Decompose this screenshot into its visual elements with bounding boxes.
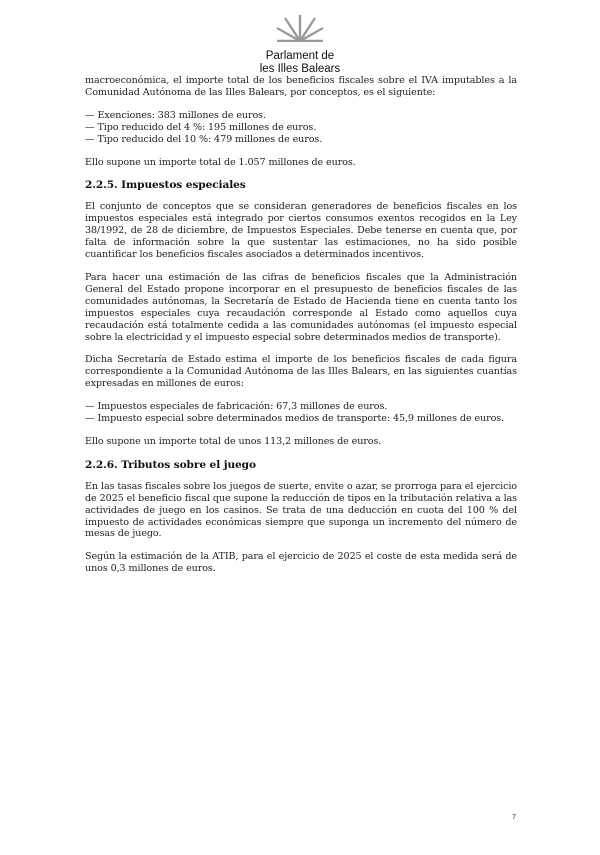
especiales-list bbox=[85, 401, 517, 425]
parliament-name-line1: Parlament de bbox=[265, 50, 335, 62]
list-item: — Impuesto especial sobre determinados medios de transporte: 45,9 millones de euros. bbox=[85, 413, 505, 425]
parliament-name-line2: les Illes Balears bbox=[259, 63, 341, 75]
section-heading-impuestos-especiales: 2.2.5. Impuestos especiales bbox=[85, 179, 246, 192]
document-body bbox=[85, 75, 517, 586]
iva-list bbox=[85, 110, 517, 146]
paragraph: Dicha Secretaría de Estado estima el importe de los beneficios fiscales de cada figura correspondiente a la Comunidad Autónoma de las Illes Balears, en las siguientes cuantías expresadas en millones de euros: bbox=[85, 354, 517, 390]
list-item: — Tipo reducido del 10 %: 479 millones de euros. bbox=[85, 133, 323, 145]
page-number: 7 bbox=[512, 814, 516, 821]
iva-total: Ello supone un importe total de 1.057 millones de euros. bbox=[85, 156, 356, 168]
paragraph: El conjunto de conceptos que se consideran generadores de beneficios fiscales en los impuestos especiales está integrado por ciertos consumos exentos recogidos en la Ley 38/1992, de 28 de diciembre, de Impuestos Especiales. Debe tenerse en cuenta que, por falta de información sobre la que sustentar las estimaciones, no ha sido posible cuantificar los beneficios fiscales asociados a determinados incentivos. bbox=[85, 201, 517, 261]
section-heading-tributos-juego: 2.2.6. Tributos sobre el juego bbox=[85, 458, 256, 471]
list-item: — Impuestos especiales de fabricación: 67,3 millones de euros. bbox=[85, 401, 388, 413]
parliament-logo bbox=[0, 14, 600, 76]
paragraph: Según la estimación de la ATIB, para el ejercicio de 2025 el coste de esta medida será de unos 0,3 millones de euros. bbox=[85, 551, 517, 575]
paragraph: Para hacer una estimación de las cifras de beneficios fiscales que la Administración General del Estado propone incorporar en el presupuesto de beneficios fiscales de las comunidades autónomas, la Secretaría de Estado de Hacienda tiene en cuenta tanto los impuestos especiales cuya recaudación corresponde al Estado como aquellos cuya recaudación está totalmente cedida a las comunidades autónomas (el impuesto especial sobre la electricidad y el impuesto especial sobre determinados medios de transporte). bbox=[85, 271, 517, 343]
intro-paragraph: macroeconómica, el importe total de los beneficios fiscales sobre el IVA imputables a la Comunidad Autónoma de las Illes Balears, por conceptos, es el siguiente: bbox=[85, 75, 517, 98]
rising-sun-rays-icon bbox=[275, 14, 325, 42]
list-item: — Exenciones: 383 millones de euros. bbox=[85, 109, 266, 121]
parliament-name bbox=[0, 50, 600, 76]
paragraph: En las tasas fiscales sobre los juegos de suerte, envite o azar, se prorroga para el ejercicio de 2025 el beneficio fiscal que supone la reducción de tipos en la tributación relativa a las actividades de juego en los casinos. Se trata de una deducción en cuota del 100 % del impuesto de actividades económicas siempre que suponga un incremento del número de mesas de juego. bbox=[85, 480, 517, 540]
list-item: — Tipo reducido del 4 %: 195 millones de euros. bbox=[85, 121, 317, 133]
especiales-total: Ello supone un importe total de unos 113,2 millones de euros. bbox=[85, 435, 382, 447]
